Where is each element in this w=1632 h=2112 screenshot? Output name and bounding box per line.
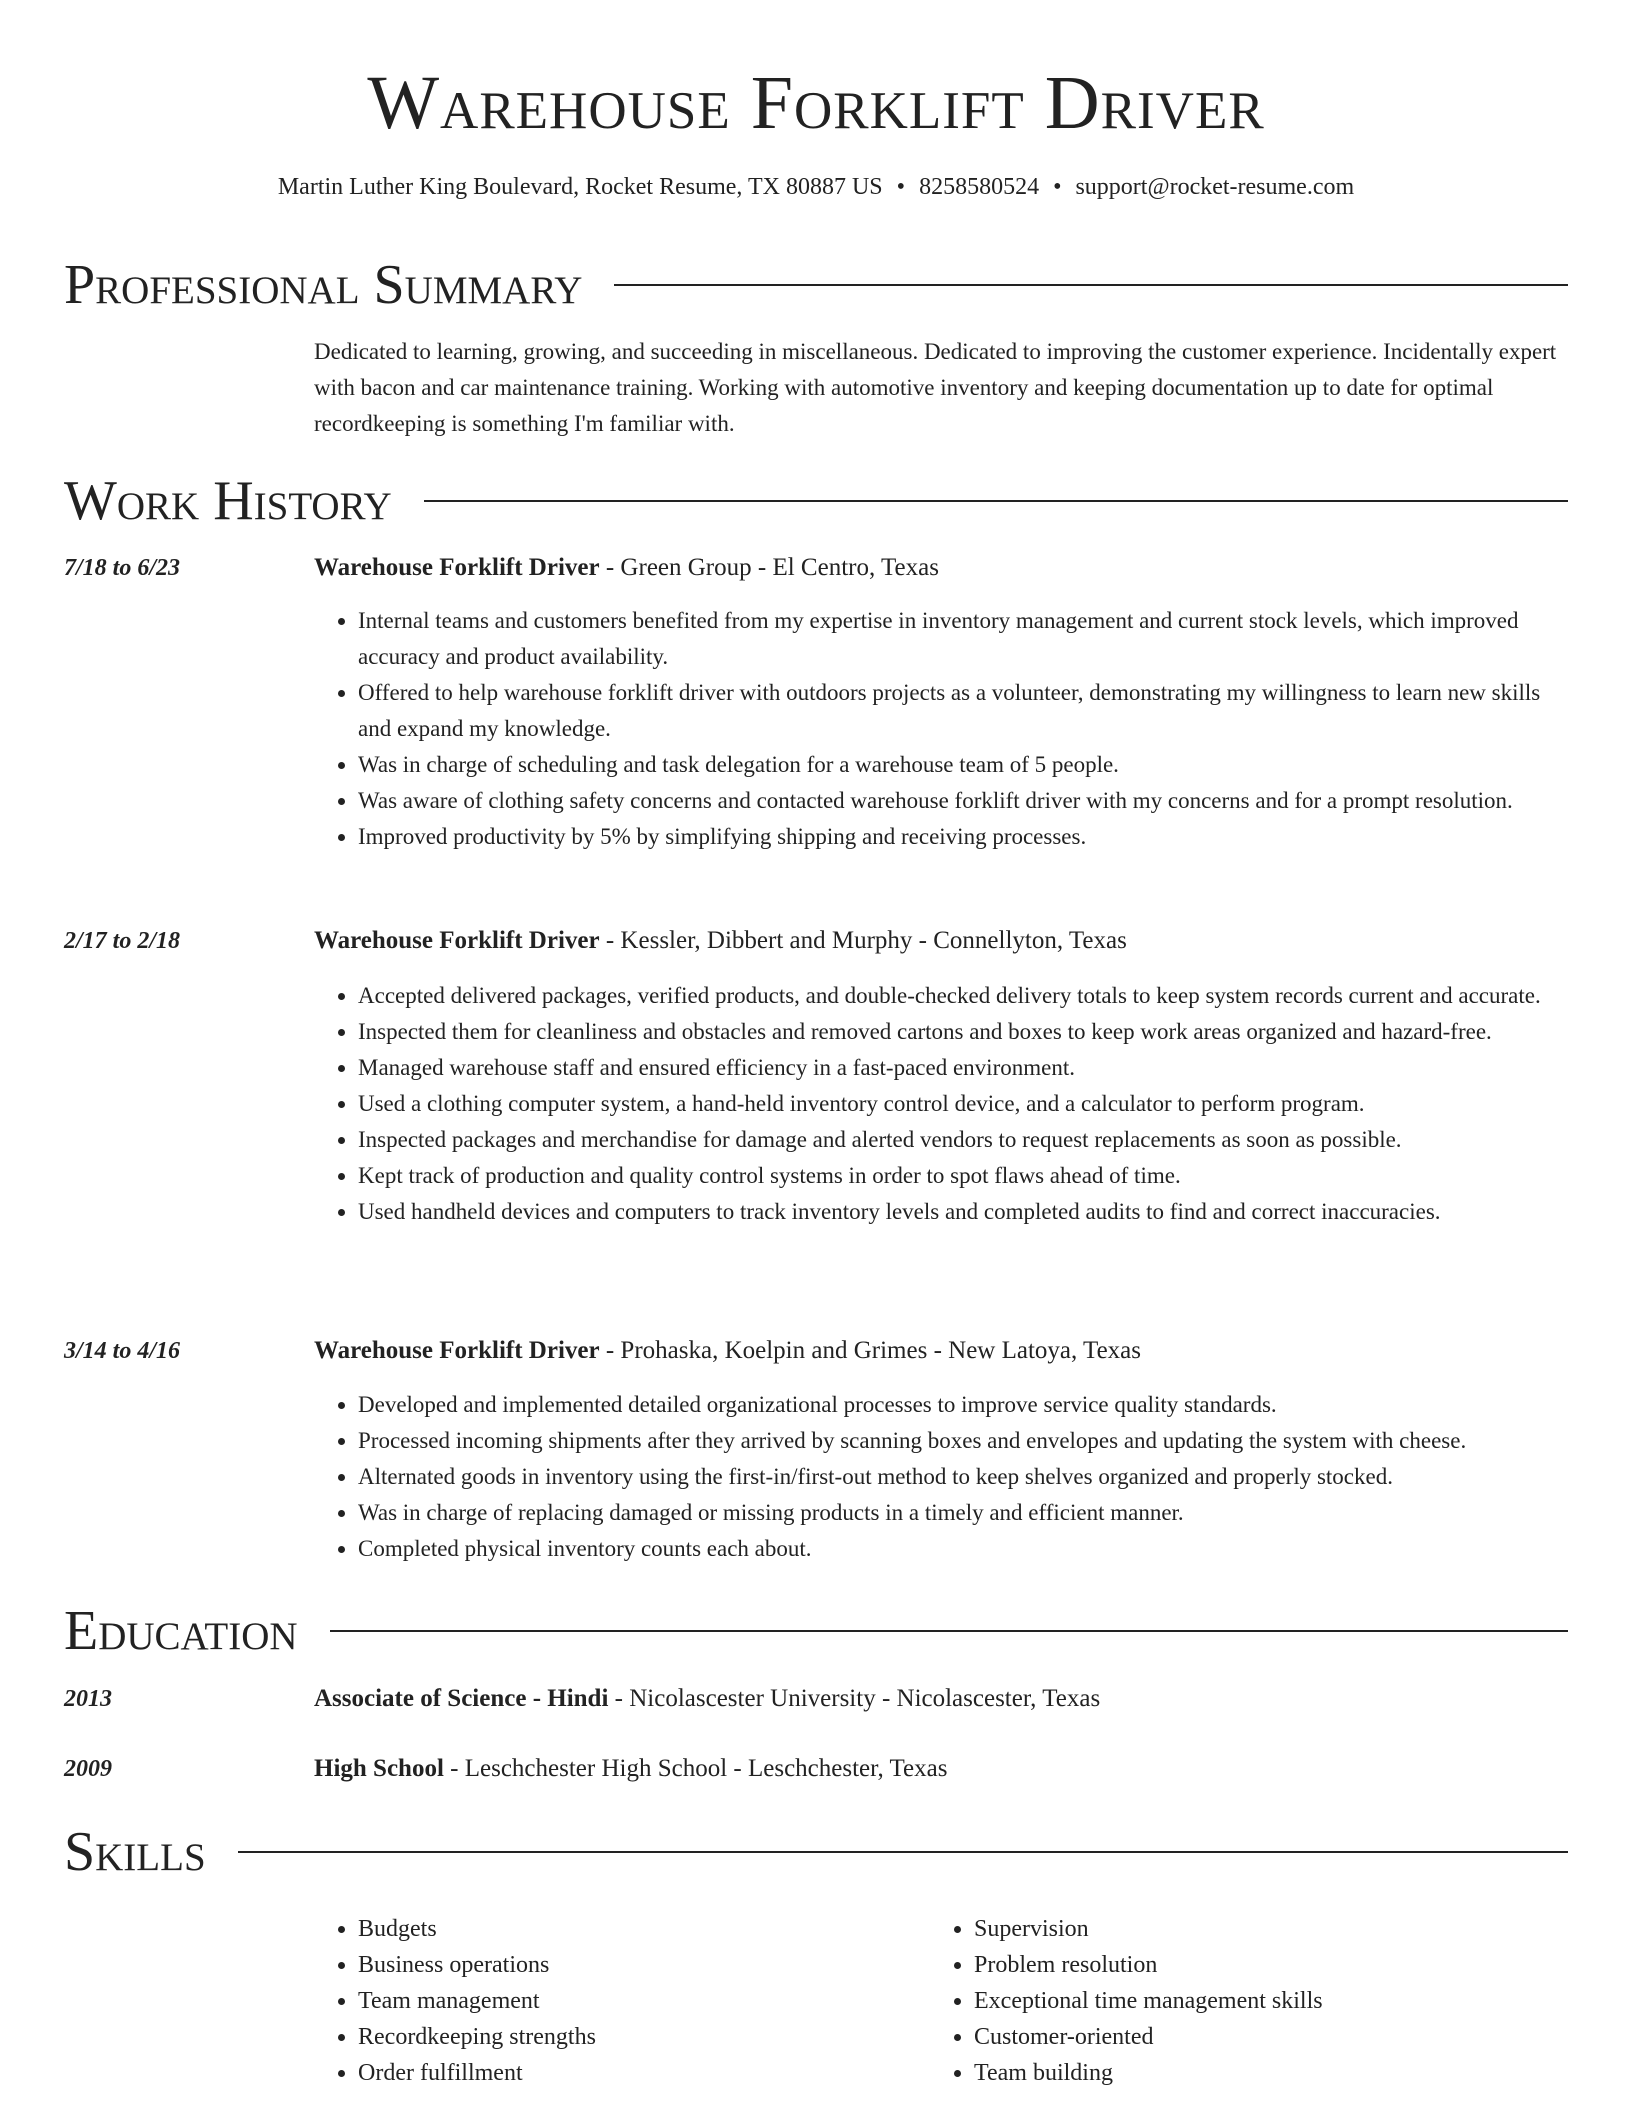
bullet-item: • Used handheld devices and computers to track inventory levels and completed audits to find and correct inaccuracies. bbox=[358, 1194, 1568, 1230]
contact-separator: • bbox=[1053, 174, 1062, 200]
job-role: Warehouse Forklift Driver bbox=[314, 1337, 600, 1364]
education-line bbox=[314, 1754, 1568, 1784]
bullet-item: • Internal teams and customers benefited from my expertise in inventory management and current stock levels, which improved accuracy and product availability. bbox=[358, 603, 1568, 675]
section-divider bbox=[330, 1630, 1568, 1632]
job-role: Warehouse Forklift Driver bbox=[314, 554, 600, 581]
job-details: - Kessler, Dibbert and Murphy - Connellyton, Texas bbox=[599, 927, 1127, 954]
bullet-item: • Kept track of production and quality control systems in order to spot flaws ahead of time. bbox=[358, 1158, 1568, 1194]
bullet-item: • Was in charge of scheduling and task delegation for a warehouse team of 5 people. bbox=[358, 747, 1568, 783]
job-role: Warehouse Forklift Driver bbox=[314, 927, 600, 954]
bullet-item: • Used a clothing computer system, a hand-held inventory control device, and a calculator to perform program. bbox=[358, 1086, 1568, 1122]
bullet-item: • Alternated goods in inventory using the first-in/first-out method to keep shelves organized and properly stocked. bbox=[358, 1459, 1568, 1495]
skill-item: • Problem resolution bbox=[974, 1947, 1574, 1983]
contact-phone: 8258580524 bbox=[919, 174, 1040, 200]
job-title-line bbox=[314, 926, 1568, 956]
work-history-heading bbox=[64, 469, 1568, 533]
job-title-line bbox=[314, 553, 1568, 583]
skills-heading bbox=[64, 1820, 1568, 1884]
bullet-item: • Accepted delivered packages, verified products, and double-checked delivery totals to keep system records current and accurate. bbox=[358, 978, 1568, 1014]
summary-heading bbox=[64, 253, 1568, 317]
contact-email[interactable]: support@rocket-resume.com bbox=[1075, 174, 1355, 200]
bullet-item: • Managed warehouse staff and ensured efficiency in a fast-paced environment. bbox=[358, 1050, 1568, 1086]
bullet-item: • Was aware of clothing safety concerns and contacted warehouse forklift driver with my concerns and for a prompt resolution. bbox=[358, 783, 1568, 819]
bullet-item: • Inspected them for cleanliness and obstacles and removed cartons and boxes to keep work areas organized and hazard-free. bbox=[358, 1014, 1568, 1050]
section-title: Education bbox=[64, 1600, 298, 1662]
job-dates: 7/18 to 6/23 bbox=[64, 555, 181, 581]
job-bullets bbox=[314, 603, 1568, 855]
section-title: Skills bbox=[64, 1821, 206, 1883]
skill-item: • Recordkeeping strengths bbox=[358, 2019, 918, 2055]
contact-address: Martin Luther King Boulevard, Rocket Resume, TX 80887 US bbox=[277, 174, 883, 200]
bullet-item: • Offered to help warehouse forklift driver with outdoors projects as a volunteer, demonstrating my willingness to learn new skills and expand my knowledge. bbox=[358, 675, 1568, 747]
skills-list-left bbox=[314, 1911, 918, 2091]
education-degree: High School bbox=[314, 1755, 444, 1782]
education-details: - Nicolascester University - Nicolascester, Texas bbox=[608, 1685, 1101, 1712]
job-bullets bbox=[314, 978, 1568, 1230]
education-year: 2013 bbox=[64, 1686, 112, 1712]
contact-line bbox=[0, 172, 1632, 202]
skill-item: • Supervision bbox=[974, 1911, 1574, 1947]
bullet-item: • Processed incoming shipments after they arrived by scanning boxes and envelopes and updating the system with cheese. bbox=[358, 1423, 1568, 1459]
skill-item: • Exceptional time management skills bbox=[974, 1983, 1574, 2019]
section-title: Work History bbox=[64, 470, 392, 532]
skill-item: • Team management bbox=[358, 1983, 918, 2019]
resume-name: Warehouse Forklift Driver bbox=[367, 61, 1265, 145]
job-dates: 3/14 to 4/16 bbox=[64, 1338, 181, 1364]
bullet-item: • Improved productivity by 5% by simplifying shipping and receiving processes. bbox=[358, 819, 1568, 855]
section-divider bbox=[424, 500, 1568, 502]
bullet-item: • Completed physical inventory counts each about. bbox=[358, 1531, 1568, 1567]
skill-item: • Team building bbox=[974, 2055, 1574, 2091]
skill-item: • Customer-oriented bbox=[974, 2019, 1574, 2055]
bullet-item: • Was in charge of replacing damaged or missing products in a timely and efficient manner. bbox=[358, 1495, 1568, 1531]
bullet-item: • Inspected packages and merchandise for damage and alerted vendors to request replacements as soon as possible. bbox=[358, 1122, 1568, 1158]
job-title-line bbox=[314, 1336, 1568, 1366]
job-details: - Green Group - El Centro, Texas bbox=[599, 554, 939, 581]
job-dates: 2/17 to 2/18 bbox=[64, 928, 181, 954]
section-divider bbox=[614, 284, 1568, 286]
education-line bbox=[314, 1684, 1568, 1714]
skills-list-right bbox=[930, 1911, 1574, 2091]
skill-item: • Order fulfillment bbox=[358, 2055, 918, 2091]
contact-separator: • bbox=[896, 174, 906, 200]
education-details: - Leschchester High School - Leschchester, Texas bbox=[443, 1755, 948, 1782]
section-title: Professional Summary bbox=[64, 254, 583, 316]
section-divider bbox=[238, 1851, 1568, 1853]
job-bullets bbox=[314, 1387, 1568, 1567]
education-heading bbox=[64, 1599, 1568, 1663]
skill-item: • Business operations bbox=[358, 1947, 918, 1983]
education-degree: Associate of Science - Hindi bbox=[314, 1685, 609, 1712]
summary-text: Dedicated to learning, growing, and succeeding in miscellaneous. Dedicated to improving the customer experience. Incidentally expert with bacon and car maintenance training. Working with automotive inventory and keeping documentation up to date for optimal recordkeeping is something I'm familiar with. bbox=[314, 339, 1557, 436]
job-details: - Prohaska, Koelpin and Grimes - New Latoya, Texas bbox=[599, 1337, 1142, 1364]
education-year: 2009 bbox=[64, 1756, 112, 1782]
skill-item: • Budgets bbox=[358, 1911, 918, 1947]
bullet-item: • Developed and implemented detailed organizational processes to improve service quality standards. bbox=[358, 1387, 1568, 1423]
